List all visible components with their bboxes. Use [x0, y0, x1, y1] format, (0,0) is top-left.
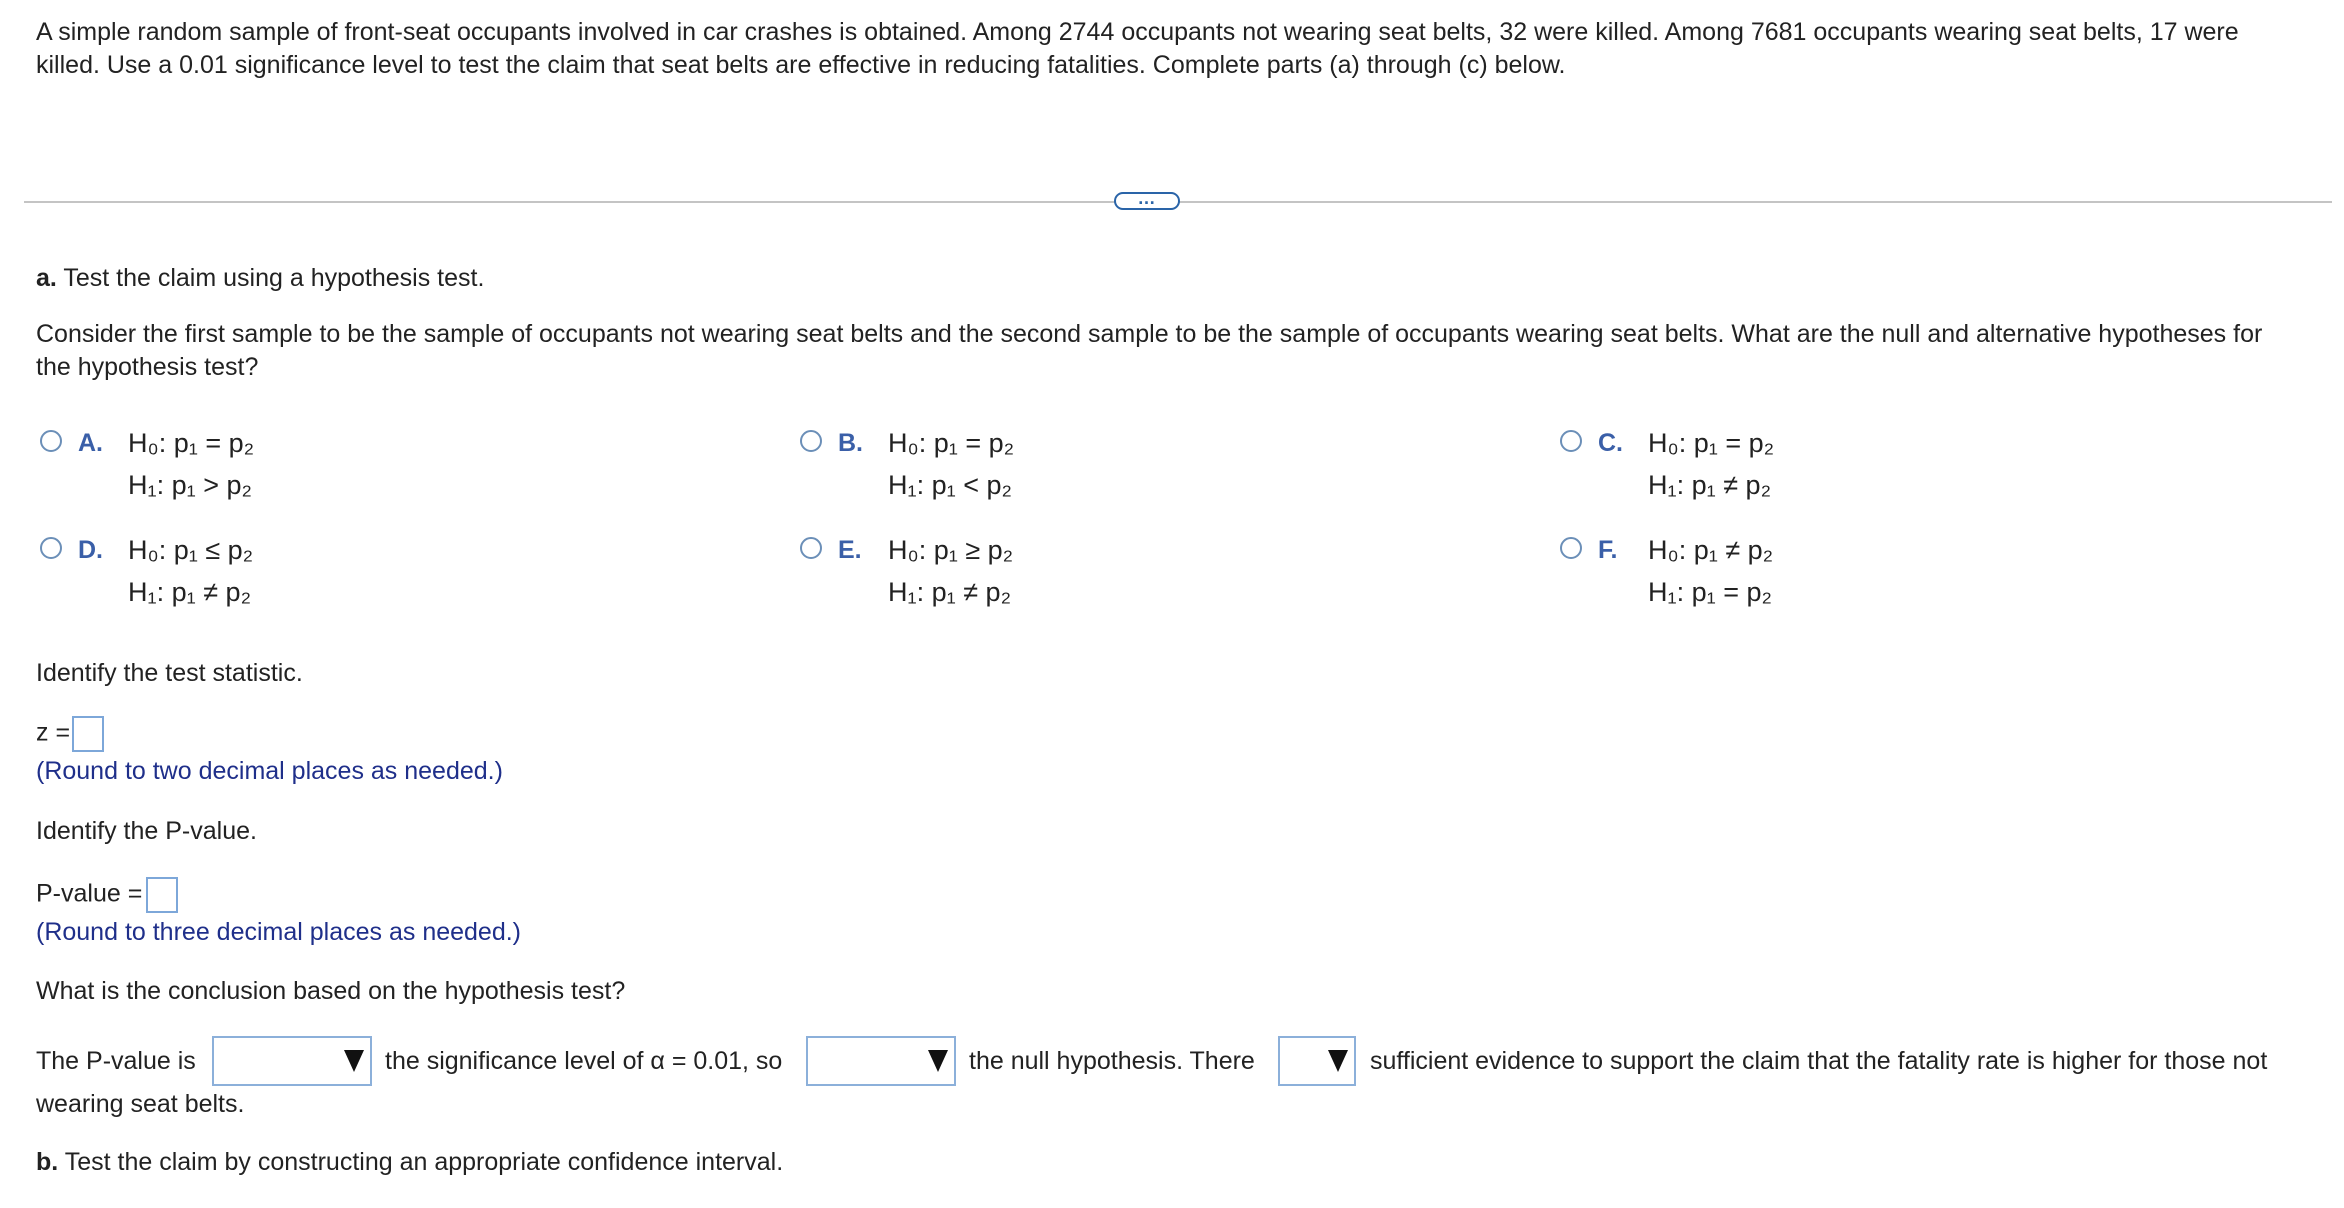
part-b-heading: [36, 1146, 783, 1179]
p-value-input[interactable]: [146, 877, 178, 913]
part-a-instruction: Consider the first sample to be the sample of occupants not wearing seat belts and the second sample to be the sample of occupants wearing seat belts. What are the null and alternative hypotheses for the hypothesis test?: [36, 320, 2263, 381]
part-a-heading: [36, 262, 484, 295]
choice-a-null-hypothesis: H₀: p₁ = p₂: [128, 428, 255, 458]
choice-b-alt-hypothesis: H₁: p₁ < p₂: [888, 470, 1013, 500]
test-statistic-prompt: Identify the test statistic.: [36, 659, 303, 687]
choice-c-alt-hypothesis: H₁: p₁ ≠ p₂: [1648, 470, 1772, 500]
choice-b-letter: B.: [838, 429, 863, 457]
choice-f-alt-hypothesis: H₁: p₁ = p₂: [1648, 577, 1773, 607]
dropdown-arrow-icon: [344, 1050, 364, 1072]
test-statistic-row: [36, 716, 104, 752]
choice-c-letter: C.: [1598, 429, 1623, 457]
radio-choice-f[interactable]: [1560, 537, 1582, 559]
radio-choice-d[interactable]: [40, 537, 62, 559]
conclusion-seg-2: the significance level of α = 0.01, so: [385, 1047, 783, 1075]
dropdown-arrow-icon: [928, 1050, 948, 1072]
part-a-title: Test the claim using a hypothesis test.: [56, 264, 485, 292]
p-value-comparison-dropdown[interactable]: [212, 1036, 372, 1086]
choice-e-null-hypothesis: H₀: p₁ ≥ p₂: [888, 535, 1014, 565]
choice-f-null-hypothesis: H₀: p₁ ≠ p₂: [1648, 535, 1774, 565]
p-value-row: [36, 877, 178, 913]
conclusion-seg-1: The P-value is: [36, 1047, 196, 1075]
choice-e-alt-hypothesis: H₁: p₁ ≠ p₂: [888, 577, 1012, 607]
conclusion-seg-5: wearing seat belts.: [36, 1090, 245, 1118]
choice-d-letter: D.: [78, 536, 103, 564]
choice-f-letter: F.: [1598, 536, 1618, 564]
conclusion-seg-4: sufficient evidence to support the claim that the fatality rate is higher for those not: [1370, 1047, 2268, 1075]
choice-a-alt-hypothesis: H₁: p₁ > p₂: [128, 470, 253, 500]
radio-choice-c[interactable]: [1560, 430, 1582, 452]
p-value-rounding-hint: (Round to three decimal places as needed.): [36, 918, 522, 946]
choice-a-letter: A.: [78, 429, 103, 457]
choice-b-null-hypothesis: H₀: p₁ = p₂: [888, 428, 1015, 458]
choice-c-null-hypothesis: H₀: p₁ = p₂: [1648, 428, 1775, 458]
radio-choice-a[interactable]: [40, 430, 62, 452]
part-b-title: Test the claim by constructing an appropriate confidence interval.: [58, 1148, 784, 1176]
show-more-button[interactable]: [1114, 188, 1180, 210]
reject-decision-dropdown[interactable]: [806, 1036, 956, 1086]
choice-d-null-hypothesis: H₀: p₁ ≤ p₂: [128, 535, 254, 565]
z-input[interactable]: [72, 716, 104, 752]
z-rounding-hint: (Round to two decimal places as needed.): [36, 757, 503, 785]
choice-d-alt-hypothesis: H₁: p₁ ≠ p₂: [128, 577, 252, 607]
p-value-prompt: Identify the P-value.: [36, 817, 257, 845]
evidence-dropdown[interactable]: [1278, 1036, 1356, 1086]
dropdown-arrow-icon: [1328, 1050, 1348, 1072]
conclusion-prompt: What is the conclusion based on the hypothesis test?: [36, 977, 626, 1005]
conclusion-seg-3: the null hypothesis. There: [969, 1047, 1255, 1075]
choice-e-letter: E.: [838, 536, 862, 564]
radio-choice-b[interactable]: [800, 430, 822, 452]
part-b-prefix: b.: [36, 1148, 59, 1176]
ellipsis-icon: …: [1137, 188, 1157, 208]
radio-choice-e[interactable]: [800, 537, 822, 559]
z-label: z =: [36, 718, 71, 747]
p-value-label: P-value =: [36, 879, 143, 908]
problem-statement: A simple random sample of front-seat occupants involved in car crashes is obtained. Among 2744 occupants not wearing seat belts, 32 were killed. Among 7681 occupants wearing seat belts, 17 were killed. Use a 0.01 significance level to test the claim that seat belts are effective in reducing fatalities. Complete parts (a) through (c) below.: [36, 18, 2239, 79]
part-a-prefix: a.: [36, 264, 57, 292]
